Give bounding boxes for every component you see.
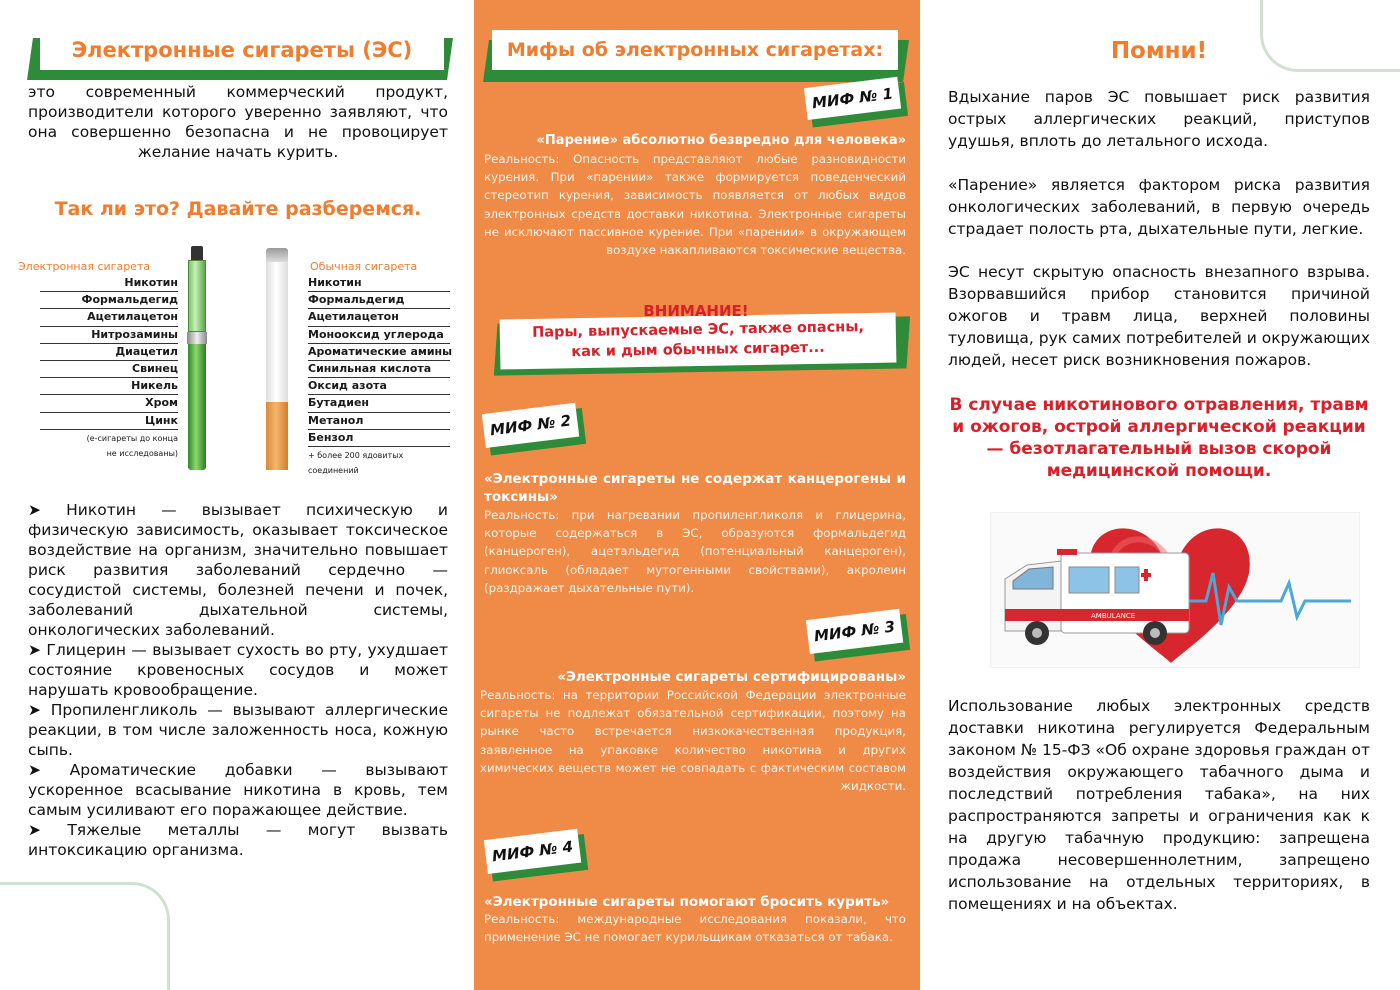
- cig-substance-list: [308, 275, 453, 477]
- list-item: Диацетил: [40, 344, 178, 361]
- attention-banner: [494, 296, 910, 372]
- myth-text: Реальность: международные исследования показали, что применение ЭС не помогает курильщикам отказаться от табака.: [484, 912, 906, 945]
- attention-line2: как и дым обычных сигарет...: [571, 339, 825, 361]
- list-item: Свинец: [40, 361, 178, 378]
- e-cigarette-image: [186, 246, 208, 470]
- bullet-term: Тяжелые металлы: [67, 821, 240, 839]
- ecig-substance-list: [40, 275, 178, 460]
- left-title-banner: [26, 26, 450, 80]
- ambulance-heart-illustration: [990, 512, 1360, 668]
- bullet-item: ➤ Пропиленгликоль — вызывают аллергические реакции, в том числе заложенность носа, кожную сыпь.: [28, 701, 448, 759]
- paragraph-lead: «Парение»: [948, 176, 1038, 194]
- paragraph: [948, 174, 1370, 240]
- myths-title-banner: [484, 26, 908, 82]
- bullet-item: ➤ Никотин — вызывает психическую и физическую зависимость, оказывает токсическое воздействие на организм, значительно повышает риск развития заболеваний сердечно — сосудистой системы, болезней печени и почек, заболеваний дыхательной системы, онкологических заболеваний.: [28, 501, 448, 639]
- list-item: Формальдегид: [40, 292, 178, 309]
- myth-badge-label: МИФ № 1: [811, 84, 894, 113]
- bullet-text: вызывают ускоренное всасывание никотина в кровь, тем самым усиливают его поражающее действие.: [28, 761, 448, 819]
- myth-text: Реальность: при нагревании пропиленгликоля и глицерина, которые содержаться в ЭС, образуются формальдегид (канцероген), ацетальдегид (потенциальный канцероген), глиоксаль (обладает мутогенными свойствами), акролеин (раздражает дыхательные пути).: [484, 508, 906, 595]
- cig-label: Обычная сигарета: [310, 260, 418, 273]
- bullet-term: Глицерин: [46, 641, 126, 659]
- paragraph-rest: является фактором риска развития онкологических заболеваний, в первую очередь страдает полость рта, дыхательные пути, легкие.: [948, 176, 1370, 238]
- list-item: Ацетилацетон: [308, 309, 450, 326]
- emergency-warning: В случае никотинового отравления, травм и ожогов, острой аллергической реакции — безотлагательный вызов скорой медицинской помощи.: [949, 395, 1369, 481]
- bullet-term: Никотин: [66, 501, 136, 519]
- law-paragraph: Использование любых электронных средств доставки никотина регулируется Федеральным законом № 15-ФЗ «Об охране здоровья граждан от воздействия окружающего табачного дыма и последствий потребления табака», на них распространяются запреты и ограничения как к на другую табачную продукцию: запрещена продажа несовершеннолетним, запрещено использование на отдельных территориях, в помещениях и на объектах.: [948, 697, 1370, 913]
- ambulance-heart-svg: [991, 513, 1361, 669]
- list-item: Цинк: [40, 413, 178, 430]
- paragraph: ЭС несут скрытую опасность внезапного взрыва. Взорвавшийся прибор становится причиной ожогов и травм лица, верхней половины туловища, рук самих потребителей и окружающих людей, несет риск возникновения пожаров.: [948, 263, 1370, 369]
- ecig-note: (е-сигареты до конца: [86, 433, 178, 443]
- list-item: Никотин: [308, 275, 450, 292]
- attention-line1: Пары, выпускаемые ЭС, также опасны,: [531, 319, 865, 341]
- paragraph: Вдыхание паров ЭС повышает риск развития острых аллергических реакций, приступов удушья, вплоть до летального исхода.: [948, 88, 1370, 150]
- list-item: Хром: [40, 395, 178, 412]
- substance-bullets: [28, 500, 448, 860]
- list-item: Ацетилацетон: [40, 309, 178, 326]
- bullet-text: вызывают аллергические реакции, в том числе заложенность носа, кожную сыпь.: [28, 701, 448, 759]
- attention-word: ВНИМАНИЕ!: [643, 302, 749, 320]
- ambulance-label: AMBULANCE: [1091, 612, 1136, 620]
- list-item: Оксид азота: [308, 378, 450, 395]
- bullet-item: ➤ Глицерин — вызывает сухость во рту, ухудшает состояние кровеносных сосудов и может нарушать кровообращение.: [28, 641, 448, 699]
- list-item: Ароматические амины: [308, 344, 450, 361]
- list-item: Монооксид углерода: [308, 327, 450, 344]
- cigarette-image: [266, 248, 288, 470]
- left-title: Электронные сигареты (ЭС): [71, 38, 413, 62]
- ecig-note: не исследованы): [106, 448, 178, 458]
- myth-title: «Парение» абсолютно безвредно для человека»: [536, 133, 906, 148]
- myth-badge-label: МИФ № 4: [491, 837, 574, 866]
- myth-badge-label: МИФ № 3: [813, 617, 896, 646]
- list-item: Формальдегид: [308, 292, 450, 309]
- list-item: Бензол: [308, 430, 450, 447]
- bullet-item: ➤ Тяжелые металлы — могут вызвать интоксикацию организма.: [28, 821, 448, 859]
- subheading: Так ли это? Давайте разберемся.: [54, 198, 422, 220]
- list-item: Метанол: [308, 413, 450, 430]
- myths-title: Мифы об электронных сигаретах:: [506, 39, 884, 61]
- myth-badge-label: МИФ № 2: [489, 411, 572, 440]
- myth-title: «Электронные сигареты не содержат канцерогены и токсины»: [484, 471, 906, 505]
- corner-decoration: [0, 882, 170, 990]
- list-item: Бутадиен: [308, 395, 450, 412]
- myth-title: «Электронные сигареты помогают бросить курить»: [484, 894, 890, 910]
- bullet-text: могут вызвать интоксикацию организма.: [28, 821, 448, 859]
- bullet-text: вызывает сухость во рту, ухудшает состояние кровеносных сосудов и может нарушать кровообращение.: [28, 641, 448, 699]
- myth-title: «Электронные сигареты сертифицированы»: [557, 669, 906, 685]
- cig-note: + более 200 ядовитых: [308, 450, 404, 460]
- bullet-text: вызывает психическую и физическую зависимость, оказывает токсическое воздействие на организм, значительно повышает риск развития заболеваний сердечно — сосудистой системы, болезней печени и почек, заболеваний дыхательной системы, онкологических заболеваний.: [28, 501, 448, 639]
- list-item: Нитрозамины: [40, 327, 178, 344]
- list-item: Никотин: [40, 275, 178, 292]
- intro-text: это современный коммерческий продукт, производители которого уверенно заявляют, что она совершенно безопасна и не провоцирует желание начать курить.: [28, 83, 448, 161]
- remember-title: Помни!: [1110, 38, 1208, 64]
- list-item: Никель: [40, 378, 178, 395]
- list-item: Синильная кислота: [308, 361, 450, 378]
- cig-note: соединений: [308, 465, 359, 475]
- myth-text: Реальность: Опасность представляют любые разновидности курения. При «парении» также формируется поведенческий стереотип курения, зависимость появляется от любых видов электронных средств доставки никотина. Электронные сигареты не исключают пассивное курение. При «парении» в окружающем воздухе накапливаются токсические вещества.: [484, 152, 906, 258]
- myth-text: Реальность: на территории Российской Федерации электронные сигареты не подлежат обязательной сертификации, поэтому на рынке часто встречается низкокачественная продукция, заявленное на упаковке количество никотина и других химических веществ может не совпадать с фактическим составом жидкости.: [480, 688, 906, 794]
- bullet-term: Ароматические добавки: [69, 761, 293, 779]
- bullet-item: ➤ Ароматические добавки — вызывают ускоренное всасывание никотина в кровь, тем самым усиливают его поражающее действие.: [28, 761, 448, 819]
- bullet-term: Пропиленгликоль: [50, 701, 198, 719]
- ecig-label: Электронная сигарета: [18, 260, 151, 273]
